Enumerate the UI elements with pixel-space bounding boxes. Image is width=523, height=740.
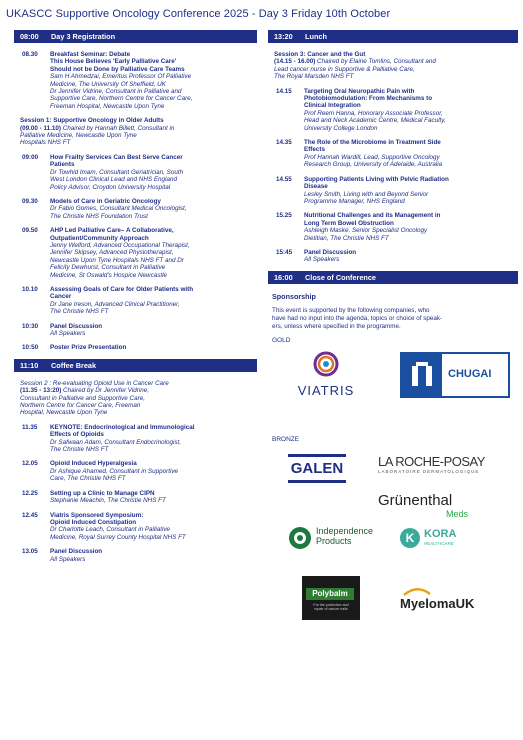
session-3 — [274, 51, 518, 81]
galen-wordmark: GALEN — [290, 459, 344, 477]
item-speaker: Sam H Ahmedzai, Emeritus Professor Of Palliative Medicine, The University Of Sheffield, UK Dr Jennifer Vidrine, Consultant in Palliative and Supportive Care, Northern Centre for Cancer Care, Freeman Hospital, Newcastle Upon Tyne — [50, 73, 193, 110]
gold-label: GOLD — [272, 336, 291, 344]
myeloma-wordmark: MyelomaUK — [400, 595, 475, 611]
polybalm-logo[interactable] — [302, 576, 360, 620]
session-title: Session 2 : Re-evaluating Opioid Use in Cancer Care — [20, 379, 169, 387]
item-title: Models of Care in Geriatric Oncology — [50, 197, 161, 205]
item-title: Panel Discussion — [304, 248, 357, 256]
bar-time: 13:20 — [274, 32, 293, 41]
bar-time: 16:00 — [274, 272, 293, 282]
item-title: Nutritional Challenges and its Management in Long Term Bowel Obstruction — [304, 212, 441, 227]
session-chair: Chaired by Elaine Tomlins, Consultant and Lead cancer nurse in Supportive & Palliative Care, The Royal Marsden NHS FT — [274, 58, 436, 81]
item-time: 09.50 — [22, 227, 38, 235]
item-speaker: Prof Reem Hanna, Honorary Associate Professor, Head and Neck Academic Centre, Medical Faculty, University College London — [304, 109, 446, 132]
kora-logo[interactable] — [400, 528, 470, 552]
bronze-label: BRONZE — [272, 435, 300, 443]
myeloma-swoosh-icon — [402, 586, 432, 596]
grunenthal-wordmark: Grünenthal — [378, 491, 453, 509]
item-title: Viatris Sponsored Symposium: Opioid Induced Constipation — [50, 511, 144, 526]
item-time: 08.30 — [22, 51, 38, 58]
item-title: Panel Discussion — [50, 322, 103, 330]
myeloma-uk-logo[interactable] — [400, 590, 490, 618]
item-title: How Frailty Services Can Best Serve Cancer Patients — [50, 153, 183, 169]
item-speaker: Lesley Smith, Living with and Beyond Senior Programme Manager, NHS England — [304, 190, 429, 205]
viatris-logo[interactable] — [286, 350, 366, 400]
kora-subtitle: HEALTHCARE — [424, 540, 454, 546]
right-column — [268, 30, 518, 644]
bar-label: Coffee Break — [51, 360, 97, 370]
item-title: Poster Prize Presentation — [50, 344, 127, 352]
agenda-item — [14, 154, 257, 191]
sponsor-logos — [268, 344, 518, 644]
item-speaker: Dr Towhid Imam, Consultant Geriatrician, South West London Clinical Lead and NHS England Policy Advisor, Croydon University Hospital — [50, 168, 184, 191]
item-speaker: All Speakers — [50, 330, 86, 337]
grunenthal-subtitle: Meds — [445, 508, 468, 519]
independence-logo[interactable] — [288, 524, 398, 554]
item-title: Setting up a Clinic to Manage CIPN — [50, 489, 155, 497]
session-times: (11.35 - 13:20) — [20, 387, 62, 395]
agenda-item — [268, 88, 518, 132]
item-speaker: Jenny Welford, Advanced Occupational Therapist, Jennifer Skipsey, Advanced Physiotherapist, Newcastle Upon Tyne Hospitals NHS FT and Dr Felicity Dewhurst, Consultant in Palliative Medicine, St Oswald's Hospice Newcastle — [50, 241, 190, 279]
item-title: The Role of the Microbiome in Treatment Side Effects — [304, 139, 441, 154]
item-speaker: Dr Safwaan Adam, Consultant Endocrinologist, The Christie NHS FT — [50, 438, 182, 454]
item-speaker: Dr Fabio Gomes, Consultant Medical Oncologist, The Christie NHS Foundation Trust — [50, 205, 187, 220]
polybalm-wordmark: Polybalm — [306, 588, 354, 600]
laroche-wordmark: LA ROCHE-POSAY — [378, 453, 485, 469]
chugai-wordmark: CHUGAI — [448, 367, 492, 380]
coffee-break-bar — [14, 359, 257, 372]
galen-rule — [288, 480, 346, 483]
chugai-logo[interactable] — [400, 352, 510, 398]
item-time: 15:45 — [276, 248, 293, 256]
session-1 — [20, 117, 257, 147]
item-time: 10:50 — [22, 344, 39, 352]
agenda-item — [14, 344, 257, 351]
agenda-item — [14, 286, 257, 316]
agenda-item — [268, 176, 518, 206]
polybalm-subtitle: For the protection and repair of cancer nails — [313, 602, 349, 611]
galen-rule — [288, 454, 346, 457]
independence-wordmark: Independence Products — [316, 525, 374, 546]
item-title: AHP Led Palliative Care– A Collaborative, Outpatient/Community Approach — [50, 227, 174, 242]
left-column — [14, 30, 257, 570]
bar-label: Lunch — [305, 32, 327, 41]
bar-time: 11:10 — [20, 360, 39, 370]
agenda-item — [14, 323, 257, 338]
agenda-item — [14, 198, 257, 220]
sponsorship-text: This event is supported by the following companies, who have had no input into the agenda, topics or choice of speak- ers, unless where specified in the programme. — [272, 306, 443, 330]
item-time: 12.45 — [22, 511, 38, 519]
item-title: Breakfast Seminar: Debate This House Believes 'Early Palliative Care' Should not be Done by Palliative Care Teams — [50, 51, 185, 73]
item-title: Supporting Patients Living with Pelvic Radiation Disease — [304, 175, 449, 191]
agenda-item — [14, 227, 257, 279]
item-title: KEYNOTE: Endocrinological and Immunological Effects of Opioids — [50, 423, 195, 439]
item-time: 14.15 — [276, 87, 292, 95]
item-time: 13.05 — [22, 548, 38, 556]
item-time: 12.05 — [22, 460, 38, 468]
agenda-item — [268, 212, 518, 242]
item-title: Targeting Oral Neuropathic Pain with Photobiomodulation: From Mechanisms to Clinical Integration — [304, 87, 433, 110]
item-time: 10.10 — [22, 285, 38, 293]
item-time: 14.55 — [276, 175, 292, 183]
item-time: 10:30 — [22, 322, 39, 330]
agenda-item — [14, 490, 257, 505]
item-speaker: Ashleigh Maske, Senior Specialist Oncology Dietitian, The Christie NHS FT — [304, 227, 428, 242]
agenda-item — [268, 249, 518, 264]
agenda-item — [14, 424, 257, 454]
item-speaker: Dr Charlotte Leach, Consultant in Palliative Medicine, Royal Surrey County Hospital NHS FT — [50, 526, 186, 541]
item-speaker: Prof Hannah Wardill, Lead, Supportive Oncology Research Group, University of Adelaide, Australia — [304, 153, 443, 169]
agenda-item — [14, 512, 257, 542]
item-title: Panel Discussion — [50, 548, 103, 556]
session-times: (09.00 - 11.10) — [20, 124, 61, 132]
session-times: (14.15 - 16.00) — [274, 58, 316, 66]
laroche-subtitle: LABORATOIRE DERMATOLOGIQUE — [378, 468, 480, 474]
item-title: Opioid Induced Hyperalgesia — [50, 460, 137, 468]
lunch-bar — [268, 30, 518, 43]
agenda-item — [14, 51, 257, 110]
page-title: UKASCC Supportive Oncology Conference 2025 - Day 3 Friday 10th October — [6, 8, 391, 20]
close-bar — [268, 271, 518, 284]
laroche-posay-logo[interactable] — [378, 454, 506, 484]
item-speaker: Dr Jane Ireson, Advanced Clinical Practitioner, The Christie NHS FT — [50, 300, 180, 316]
chugai-mark-icon — [402, 354, 442, 396]
bar-time: 08:00 — [20, 32, 39, 41]
item-time: 14.35 — [276, 139, 292, 147]
session-chair: Chaired by Hannah Billett, Consultant in Palliative Medicine, Newcastle Upon Tyne Hospitals NHS FT — [20, 124, 175, 147]
item-time: 09:00 — [22, 153, 39, 161]
session-chair: Chaired by Dr Jennifer Vidrine, Consultant in Palliative and Supportive Care, Northern Centre for Cancer Care, Freeman Hospital, Newcastle Upon Tyne — [20, 387, 150, 417]
item-speaker: Stephanie Meachin, The Christie NHS FT — [50, 497, 166, 505]
bar-label: Day 3 Registration — [51, 32, 116, 41]
independence-mark-icon — [288, 526, 312, 550]
bar-label: Close of Conference — [305, 272, 376, 282]
registration-bar — [14, 30, 257, 43]
item-time: 15.25 — [276, 212, 292, 220]
session-2 — [20, 380, 257, 417]
item-speaker: All Speakers — [304, 256, 340, 264]
item-speaker: All Speakers — [50, 555, 86, 563]
item-title: Assessing Goals of Care for Older Patients with Cancer — [50, 285, 194, 301]
agenda-item — [268, 139, 518, 169]
item-speaker: Dr Ashique Ahamed, Consultant in Supportive Care, The Christie NHS FT — [50, 467, 178, 483]
agenda-item — [14, 548, 257, 563]
item-time: 11.35 — [22, 423, 38, 431]
kora-wordmark: KORA — [424, 527, 457, 540]
agenda-item — [14, 460, 257, 482]
sponsorship-heading: Sponsorship — [272, 291, 316, 301]
session-title: Session 3: Cancer and the Gut — [274, 51, 366, 58]
session-title: Session 1: Supportive Oncology in Older Adults — [20, 117, 164, 125]
grunenthal-logo[interactable] — [378, 492, 478, 526]
item-time: 09.30 — [22, 197, 38, 205]
kora-mark-icon: K — [400, 528, 420, 548]
viatris-wordmark: VIATRIS — [297, 382, 355, 398]
galen-logo[interactable] — [288, 454, 346, 490]
item-time: 12.25 — [22, 489, 38, 497]
